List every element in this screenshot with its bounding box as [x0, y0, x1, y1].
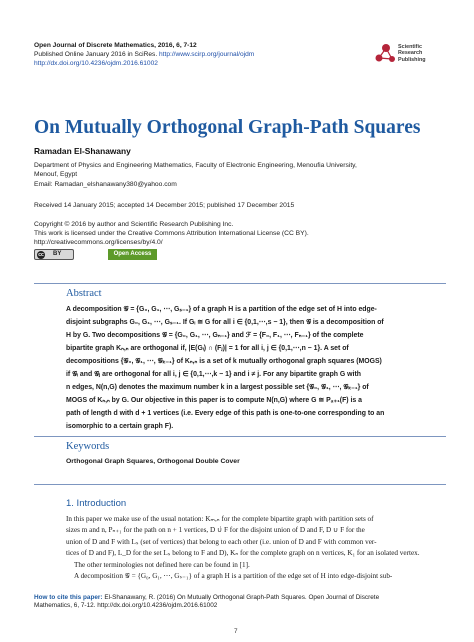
abstract-line: MOGS of Kₙ,ₙ by G. Our objective in this paper is to compute N(n,G) where G ≅ Pₐ₊₁(F) is a — [66, 397, 363, 404]
introduction-heading: 1. Introduction — [66, 498, 127, 509]
publisher-logo-text: Scientific Research Publishing — [398, 44, 426, 63]
citation-box — [34, 594, 446, 611]
intro-line: A decomposition 𝒢 = {G₀, G₁, ⋯, Gₛ₋₁} of a graph H is a partition of the edge set of H into edge-disjoint sub- — [74, 572, 393, 581]
abstract-heading: Abstract — [66, 288, 102, 299]
abstract-line: disjoint subgraphs G₀, G₁, ⋯, Gₛ₋₁. If Gᵢ ≅ G for all i ∈ {0,1,⋯,s − 1}, then 𝒢 is a decomposition of — [66, 319, 384, 326]
intro-line: The other terminologies not defined here can be found in [1]. — [74, 560, 250, 569]
abstract-line: decompositions {𝒢₀, 𝒢₁, ⋯, 𝒢ₖ₋₁} of Kₙ,ₙ is a set of k mutually orthogonal graph squares (MOGS) — [66, 358, 382, 365]
intro-line: In this paper we make use of the usual notation: Kₘ,ₙ for the complete bipartite graph with partition sets of — [66, 515, 374, 523]
citation-text-2: Mathematics, 6, 7-12. http://dx.doi.org/10.4236/ojdm.2016.61002 — [34, 602, 218, 610]
abstract-line: bipartite graph Kₙ,ₙ are orthogonal if, |E(Gᵢ) ∩ (Fⱼ)| = 1 for all i, j ∈ {0,1,⋯,n − 1}. A set of — [66, 345, 349, 352]
citation-text: El-Shanawany, R. (2016) On Mutually Orthogonal Graph-Path Squares. Open Journal of Discrete — [104, 594, 380, 601]
copyright-line: Copyright © 2016 by author and Scientific Research Publishing Inc. — [34, 221, 234, 228]
journal-name: Open Journal of Discrete Mathematics, 2016, 6, 7-12 — [34, 42, 197, 49]
page-number: 7 — [234, 628, 238, 635]
abstract-line: A decomposition 𝒢 = {G₀, G₁, ⋯, Gₛ₋₁} of a graph H is a partition of the edge set of H into edge- — [66, 306, 377, 313]
author-name: Ramadan El-Shanawany — [34, 146, 131, 156]
keywords-heading: Keywords — [66, 441, 110, 452]
intro-line: sizes m and n, Pₙ₊₁ for the path on n + 1 vertices, D ∪̇ F for the disjoint union of D and F, D ∪ F for the — [66, 526, 365, 535]
intro-divider — [34, 484, 446, 485]
paper-title: On Mutually Orthogonal Graph-Path Squares — [34, 117, 421, 138]
cc-icon: cc — [38, 252, 44, 258]
cc-by-badge[interactable] — [34, 249, 74, 260]
intro-line: tices of D and F), L_D for the set Lₛ belong to F and D), Kₙ for the complete graph on n vertices, K₁ for an isolated vertex. — [66, 549, 420, 558]
by-label: BY — [53, 251, 62, 257]
doi-link[interactable]: http://dx.doi.org/10.4236/ojdm.2016.61002 — [34, 60, 158, 67]
affiliation-line-1: Department of Physics and Engineering Mathematics, Faculty of Electronic Engineering, Menoufia University, — [34, 162, 357, 169]
open-access-badge[interactable]: Open Access — [108, 249, 157, 260]
keywords-list: Orthogonal Graph Squares, Orthogonal Double Cover — [66, 458, 240, 465]
abstract-line: if 𝒢ᵢ and 𝒢ⱼ are orthogonal for all i, j ∈ {0,1,⋯,k − 1} and i ≠ j. For any bipartite graph G with — [66, 371, 361, 378]
keywords-divider — [34, 436, 446, 437]
introduction-body — [66, 514, 446, 582]
affiliation-line-2: Menouf, Egypt — [34, 171, 78, 178]
published-line — [34, 51, 254, 59]
abstract-body — [66, 303, 446, 433]
citation-label: How to cite this paper: — [34, 594, 103, 601]
abstract-divider-top — [34, 283, 446, 284]
license-url-link[interactable]: http://creativecommons.org/licenses/by/4.0/ — [34, 239, 163, 246]
received-dates: Received 14 January 2015; accepted 14 December 2015; published 17 December 2015 — [34, 202, 295, 209]
abstract-line: isomorphic to a certain graph F). — [66, 423, 174, 430]
journal-url-link[interactable]: http://www.scirp.org/journal/ojdm — [159, 51, 255, 58]
author-email: Email: Ramadan_elshanawany380@yahoo.com — [34, 181, 177, 188]
license-line: This work is licensed under the Creative Commons Attribution International License (CC BY). — [34, 230, 309, 237]
published-prefix: Published Online January 2016 in SciRes. — [34, 51, 159, 58]
abstract-line: n edges, N(n,G) denotes the maximum number k in a largest possible set {𝒢₀, 𝒢₁, ⋯, 𝒢ₖ₋₁} of — [66, 384, 369, 391]
publisher-logo-icon — [375, 42, 397, 66]
intro-line: union of D and F with Lₛ (set of vertices) that belong to each other (i.e. union of D and F with common ver- — [66, 537, 377, 546]
abstract-line: H by G. Two decompositions 𝒢 = {G₀, G₁, ⋯, Gₙ₋₁} and ℱ = {F₀, F₁, ⋯, Fₙ₋₁} of the complete — [66, 332, 364, 339]
abstract-line: path of length d with d + 1 vertices (i.e. Every edge of this path is one-to-one corresponding to an — [66, 410, 385, 417]
